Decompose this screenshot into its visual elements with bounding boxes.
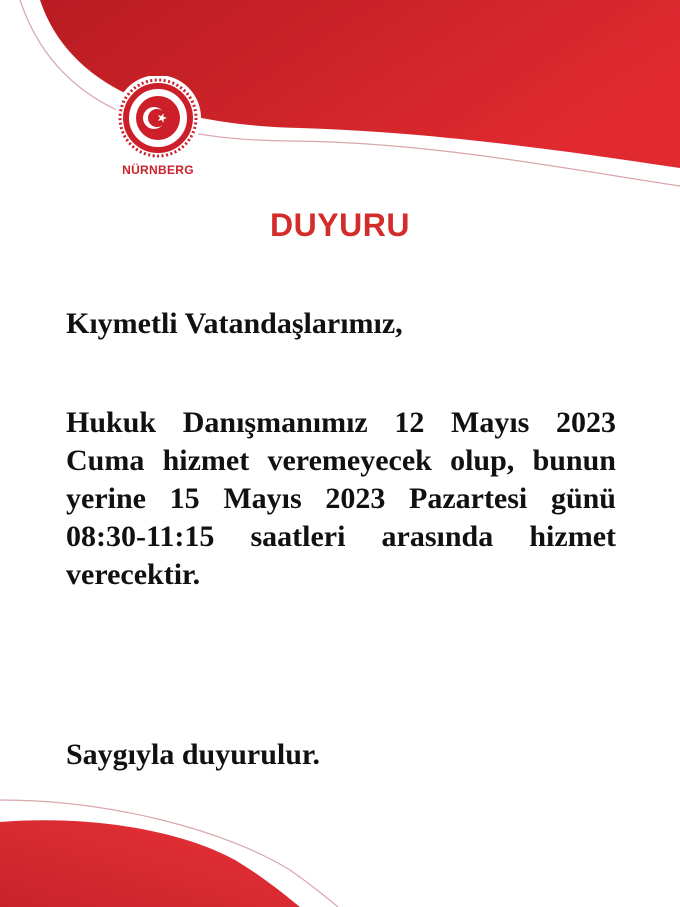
- greeting-text: Kıymetli Vatandaşlarımız,: [66, 307, 403, 340]
- consulate-emblem-icon: [110, 76, 206, 196]
- announcement-heading-row: [0, 207, 680, 244]
- bottom-swoosh: [0, 820, 300, 907]
- announcement-title: DUYURU: [270, 207, 410, 243]
- announcement-body: Hukuk Danışmanımız 12 Mayıs 2023 Cuma hizmet veremeyecek olup, bunun yerine 15 Mayıs 2023 Pazartesi günü 08:30-11:15 saatleri arasında hizmet verecektir.: [66, 406, 616, 591]
- logo-city-label: NÜRNBERG: [122, 163, 194, 177]
- closing-text: Saygıyla duyurulur.: [66, 738, 320, 771]
